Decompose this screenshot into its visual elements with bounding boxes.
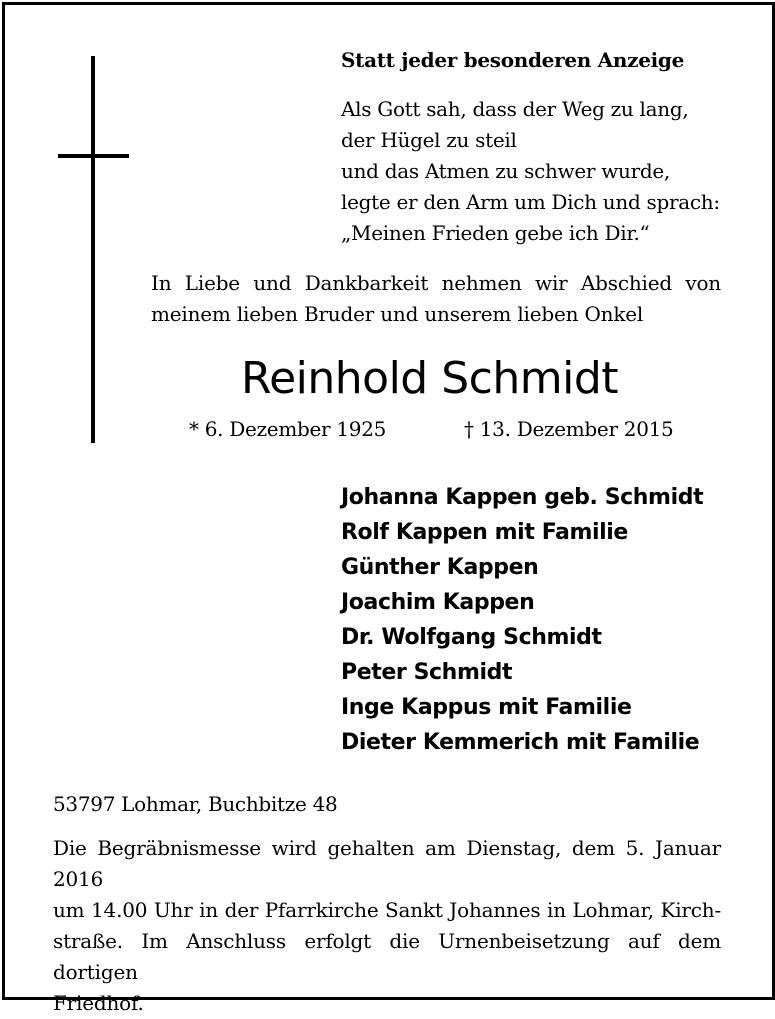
mourner: Joachim Kappen	[341, 590, 535, 615]
poem-line: und das Atmen zu schwer wurde,	[341, 159, 670, 183]
death-date: † 13. Dezember 2015	[464, 417, 674, 441]
service-line: straße. Im Anschluss erfolgt die Urnenbeisetzung auf dem dortigen	[53, 929, 721, 984]
intro-text	[151, 268, 721, 330]
mourner: Peter Schmidt	[341, 660, 513, 685]
poem-line: legte er den Arm um Dich und sprach:	[341, 190, 720, 214]
poem	[341, 94, 720, 249]
mourner: Rolf Kappen mit Familie	[341, 520, 628, 545]
address: 53797 Lohmar, Buchbitze 48	[53, 792, 338, 816]
cross-vertical-bar	[91, 56, 95, 443]
service-line: Friedhof.	[53, 991, 144, 1015]
mourner: Günther Kappen	[341, 555, 539, 580]
intro-line: In Liebe und Dankbarkeit nehmen wir Abschied von	[151, 271, 721, 295]
mourner: Inge Kappus mit Familie	[341, 695, 632, 720]
birth-date: * 6. Dezember 1925	[189, 417, 387, 441]
service-line: Die Begräbnismesse wird gehalten am Dienstag, dem 5. Januar 2016	[53, 836, 721, 891]
notice-heading: Statt jeder besonderen Anzeige	[341, 48, 685, 72]
service-line: um 14.00 Uhr in der Pfarrkirche Sankt Johannes in Lohmar, Kirch-	[53, 898, 721, 922]
intro-line: meinem lieben Bruder und unserem lieben Onkel	[151, 302, 644, 326]
service-info	[53, 833, 721, 1019]
cross-horizontal-bar	[58, 154, 129, 158]
poem-line: „Meinen Frieden gebe ich Dir.“	[341, 221, 650, 245]
mourner: Dieter Kemmerich mit Familie	[341, 730, 700, 755]
poem-line: Als Gott sah, dass der Weg zu lang,	[341, 97, 689, 121]
mourner: Dr. Wolfgang Schmidt	[341, 625, 602, 650]
mourners-list	[341, 480, 703, 760]
mourner: Johanna Kappen geb. Schmidt	[341, 485, 704, 510]
poem-line: der Hügel zu steil	[341, 128, 517, 152]
deceased-name: Reinhold Schmidt	[241, 353, 618, 404]
